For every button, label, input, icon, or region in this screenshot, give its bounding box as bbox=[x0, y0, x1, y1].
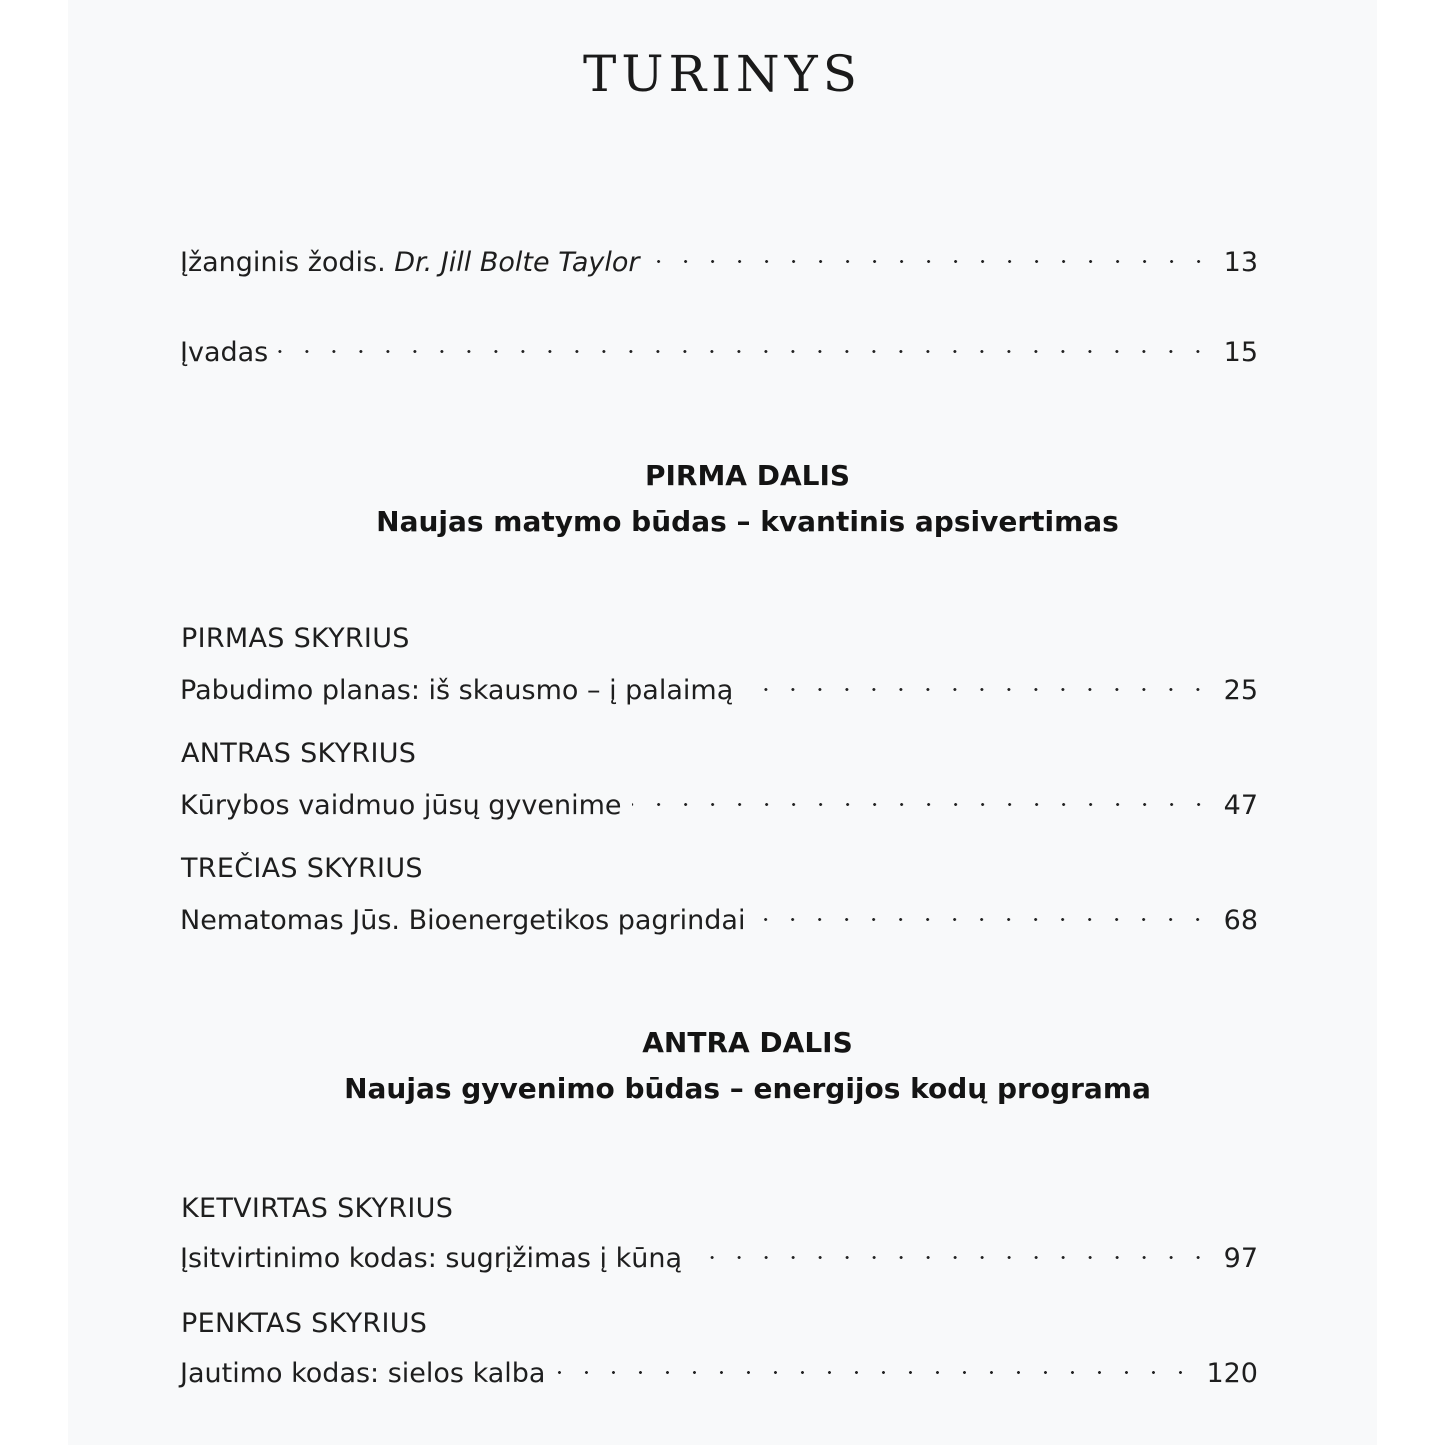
entry-label: Kūrybos vaidmuo jūsų gyvenime bbox=[180, 790, 622, 821]
page-number: 25 bbox=[1223, 675, 1258, 706]
dot-leader bbox=[278, 327, 1211, 361]
toc-entry-chapter-2[interactable] bbox=[180, 780, 1258, 823]
chapter-label: TREČIAS SKYRIUS bbox=[181, 853, 423, 884]
chapter-label: PIRMAS SKYRIUS bbox=[181, 623, 410, 654]
chapter-label: PENKTAS SKYRIUS bbox=[181, 1308, 428, 1339]
chapter-label: KETVIRTAS SKYRIUS bbox=[181, 1193, 454, 1224]
page-number: 120 bbox=[1206, 1358, 1258, 1389]
toc-entry-chapter-4[interactable] bbox=[180, 1233, 1258, 1276]
entry-label: Įžanginis žodis. Dr. Jill Bolte Taylor bbox=[180, 247, 640, 278]
chapter-label: ANTRAS SKYRIUS bbox=[181, 738, 417, 769]
page-number: 97 bbox=[1223, 1243, 1258, 1274]
page-number: 47 bbox=[1223, 790, 1258, 821]
toc-entry-chapter-5[interactable] bbox=[180, 1348, 1258, 1391]
entry-label: Jautimo kodas: sielos kalba bbox=[180, 1358, 546, 1389]
dot-leader bbox=[692, 1233, 1212, 1267]
entry-author: Dr. Jill Bolte Taylor bbox=[394, 247, 640, 278]
part-title: Naujas matymo būdas – kvantinis apsivertimas bbox=[376, 505, 1119, 538]
page-number: 68 bbox=[1223, 905, 1258, 936]
toc-entry-chapter-3[interactable] bbox=[180, 895, 1258, 938]
entry-label: Nematomas Jūs. Bioenergetikos pagrindai bbox=[180, 905, 746, 936]
page-number: 15 bbox=[1223, 337, 1258, 368]
book-page bbox=[68, 0, 1377, 1445]
page-number: 13 bbox=[1223, 247, 1258, 278]
toc-entry-foreword[interactable] bbox=[180, 237, 1258, 280]
dot-leader bbox=[555, 1348, 1194, 1382]
toc-entry-introduction[interactable] bbox=[180, 327, 1258, 370]
entry-label: Įsitvirtinimo kodas: sugrįžimas į kūną bbox=[180, 1243, 683, 1274]
toc-entry-chapter-1[interactable] bbox=[180, 665, 1258, 708]
part-title: Naujas gyvenimo būdas – energijos kodų programa bbox=[344, 1072, 1151, 1105]
toc-title: TURINYS bbox=[583, 45, 862, 103]
dot-leader bbox=[632, 780, 1212, 814]
part-label: ANTRA DALIS bbox=[642, 1026, 853, 1059]
part-label: PIRMA DALIS bbox=[644, 459, 851, 492]
dot-leader bbox=[755, 895, 1211, 929]
entry-label: Pabudimo planas: iš skausmo – į palaimą bbox=[180, 675, 734, 706]
dot-leader bbox=[650, 237, 1212, 271]
dot-leader bbox=[743, 665, 1211, 699]
entry-label: Įvadas bbox=[180, 337, 269, 368]
